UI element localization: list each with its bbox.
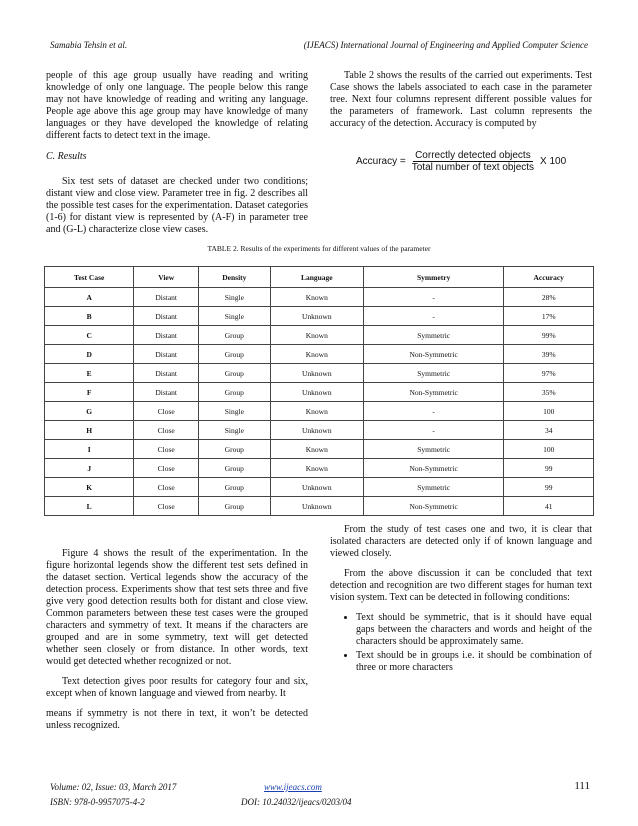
cell-test-case: J (45, 459, 134, 478)
cell-density: Single (198, 288, 270, 307)
equation-rhs: X 100 (540, 156, 567, 167)
cell-symmetry: - (363, 288, 504, 307)
cell-accuracy: 99% (504, 326, 594, 345)
cell-symmetry: Non-Symmetric (363, 459, 504, 478)
paragraph-test-cases-study: From the study of test cases one and two, it is clear that isolated characters are detected only if of known language and viewed closely. (330, 524, 592, 559)
right-column-top (330, 70, 592, 173)
equation-numerator: Correctly detected objects (415, 150, 531, 161)
table-row (45, 421, 594, 440)
cell-accuracy: 28% (504, 288, 594, 307)
cell-symmetry: Symmetric (363, 364, 504, 383)
cell-language: Unknown (270, 383, 363, 402)
cell-language: Unknown (270, 497, 363, 516)
cell-density: Group (198, 326, 270, 345)
paragraph-test-sets: Six test sets of dataset are checked under two conditions; distant view and close view. Parameter tree in fig. 2 describes all the possible test cases for the experimentation. Dataset categories (1-6) for distant view is represented by (A-F) in parameter tree and (G-L) characterize close view cases. (46, 176, 308, 235)
cell-accuracy: 100 (504, 440, 594, 459)
equation-denominator: Total number of text objects (411, 162, 535, 173)
table-row (45, 383, 594, 402)
cell-density: Group (198, 364, 270, 383)
footer-volume: Volume: 02, Issue: 03, March 2017 (50, 782, 177, 792)
table-caption: TABLE 2. Results of the experiments for different values of the parameter (207, 244, 431, 253)
conditions-list (330, 612, 592, 674)
col-header-accuracy: Accuracy (504, 267, 594, 288)
results-table (44, 266, 594, 516)
cell-view: Distant (134, 326, 199, 345)
cell-accuracy: 39% (504, 345, 594, 364)
cell-view: Distant (134, 383, 199, 402)
footer-isbn: ISBN: 978-0-9957075-4-2 (50, 797, 145, 807)
left-column-bottom (46, 548, 308, 732)
table-row (45, 459, 594, 478)
list-item: • Text should be symmetric, that is it should have equal gaps between the characters and words and height of the characters should be approximately same. (356, 612, 592, 648)
cell-view: Distant (134, 288, 199, 307)
equation-lhs: Accuracy = (356, 156, 406, 167)
cell-symmetry: - (363, 421, 504, 440)
cell-symmetry: Non-Symmetric (363, 497, 504, 516)
cell-language: Known (270, 288, 363, 307)
cell-language: Known (270, 345, 363, 364)
equation-fraction (410, 150, 536, 173)
table-row (45, 478, 594, 497)
table-row (45, 326, 594, 345)
cell-view: Close (134, 478, 199, 497)
cell-test-case: C (45, 326, 134, 345)
cell-view: Close (134, 402, 199, 421)
cell-test-case: L (45, 497, 134, 516)
running-header-journal: (IJEACS) International Journal of Engineering and Applied Computer Science (303, 40, 588, 50)
table-row (45, 440, 594, 459)
cell-accuracy: 99 (504, 478, 594, 497)
cell-language: Known (270, 440, 363, 459)
cell-test-case: H (45, 421, 134, 440)
cell-symmetry: Non-Symmetric (363, 345, 504, 364)
page-number: 111 (574, 780, 590, 792)
cell-density: Single (198, 402, 270, 421)
cell-test-case: D (45, 345, 134, 364)
cell-view: Distant (134, 364, 199, 383)
cell-test-case: I (45, 440, 134, 459)
table-row (45, 497, 594, 516)
cell-density: Group (198, 440, 270, 459)
paragraph-table-description: Table 2 shows the results of the carried out experiments. Test Case shows the labels associated to each case in the parameter tree. Next four columns represent different possible values for the parameters of framework. Last column represents the accuracy of the detection. Accuracy is computed by (330, 70, 592, 129)
cell-language: Known (270, 402, 363, 421)
paragraph-age-group: people of this age group usually have reading and writing knowledge of only one language. The people below this range may not have knowledge of reading and writing any language. People age above this age group may have knowledge of many languages or they have developed the knowledge of relating different facts to detect text in the image. (46, 70, 308, 141)
cell-symmetry: - (363, 307, 504, 326)
cell-accuracy: 100 (504, 402, 594, 421)
accuracy-equation (356, 150, 592, 173)
running-header-authors: Samabia Tehsin et al. (50, 40, 128, 50)
cell-test-case: E (45, 364, 134, 383)
cell-view: Close (134, 440, 199, 459)
table-row (45, 288, 594, 307)
cell-view: Close (134, 497, 199, 516)
cell-symmetry: Symmetric (363, 478, 504, 497)
cell-density: Group (198, 459, 270, 478)
cell-density: Group (198, 345, 270, 364)
cell-density: Group (198, 478, 270, 497)
cell-density: Group (198, 497, 270, 516)
cell-symmetry: Non-Symmetric (363, 383, 504, 402)
section-heading-results: C. Results (46, 151, 87, 162)
cell-density: Single (198, 421, 270, 440)
cell-accuracy: 41 (504, 497, 594, 516)
cell-language: Known (270, 459, 363, 478)
table-row (45, 364, 594, 383)
cell-symmetry: Symmetric (363, 326, 504, 345)
cell-accuracy: 34 (504, 421, 594, 440)
paragraph-symmetry: means if symmetry is not there in text, it won’t be detected unless recognized. (46, 708, 308, 731)
cell-test-case: B (45, 307, 134, 326)
col-header-symmetry: Symmetry (363, 267, 504, 288)
col-header-density: Density (198, 267, 270, 288)
table-header-row (45, 267, 594, 288)
cell-density: Group (198, 383, 270, 402)
cell-symmetry: Symmetric (363, 440, 504, 459)
col-header-test-case: Test Case (45, 267, 134, 288)
cell-accuracy: 35% (504, 383, 594, 402)
paragraph-poor-results: Text detection gives poor results for category four and six, except when of known language and viewed from nearby. It (46, 676, 308, 699)
cell-language: Known (270, 326, 363, 345)
footer-doi: DOI: 10.24032/ijeacs/0203/04 (241, 797, 352, 807)
paragraph-figure-4: Figure 4 shows the result of the experimentation. In the figure horizontal legends show the different test sets defined in the dataset section. Vertical legends show the accuracy of the detection process. Experiments show that test sets three and five give very good detection results both for distant and close view. Common parameters between these test cases were the grouped characters and symmetry of text. It means if the characters are grouped and are in some symmetry, text will get detected whether seen closely or from distance. In other words, text would get detected whether recognized or not. (46, 548, 308, 667)
left-column-top (46, 70, 308, 236)
cell-symmetry: - (363, 402, 504, 421)
cell-density: Single (198, 307, 270, 326)
cell-language: Unknown (270, 478, 363, 497)
cell-test-case: G (45, 402, 134, 421)
cell-language: Unknown (270, 364, 363, 383)
list-item: • Text should be in groups i.e. it should be combination of three or more characters (356, 650, 592, 674)
cell-language: Unknown (270, 307, 363, 326)
cell-accuracy: 17% (504, 307, 594, 326)
cell-view: Close (134, 421, 199, 440)
cell-test-case: A (45, 288, 134, 307)
col-header-language: Language (270, 267, 363, 288)
paragraph-conclusion: From the above discussion it can be concluded that text detection and recognition are two different stages for human text vision system. Text can be detected in following conditions: (330, 568, 592, 603)
cell-test-case: K (45, 478, 134, 497)
col-header-view: View (134, 267, 199, 288)
journal-website-link[interactable]: www.ijeacs.com (264, 782, 322, 792)
cell-accuracy: 99 (504, 459, 594, 478)
cell-language: Unknown (270, 421, 363, 440)
table-row (45, 402, 594, 421)
right-column-bottom (330, 524, 592, 676)
cell-view: Distant (134, 345, 199, 364)
cell-view: Distant (134, 307, 199, 326)
cell-test-case: F (45, 383, 134, 402)
footer-journal-link[interactable] (264, 782, 322, 792)
cell-view: Close (134, 459, 199, 478)
table-row (45, 307, 594, 326)
table-row (45, 345, 594, 364)
cell-accuracy: 97% (504, 364, 594, 383)
